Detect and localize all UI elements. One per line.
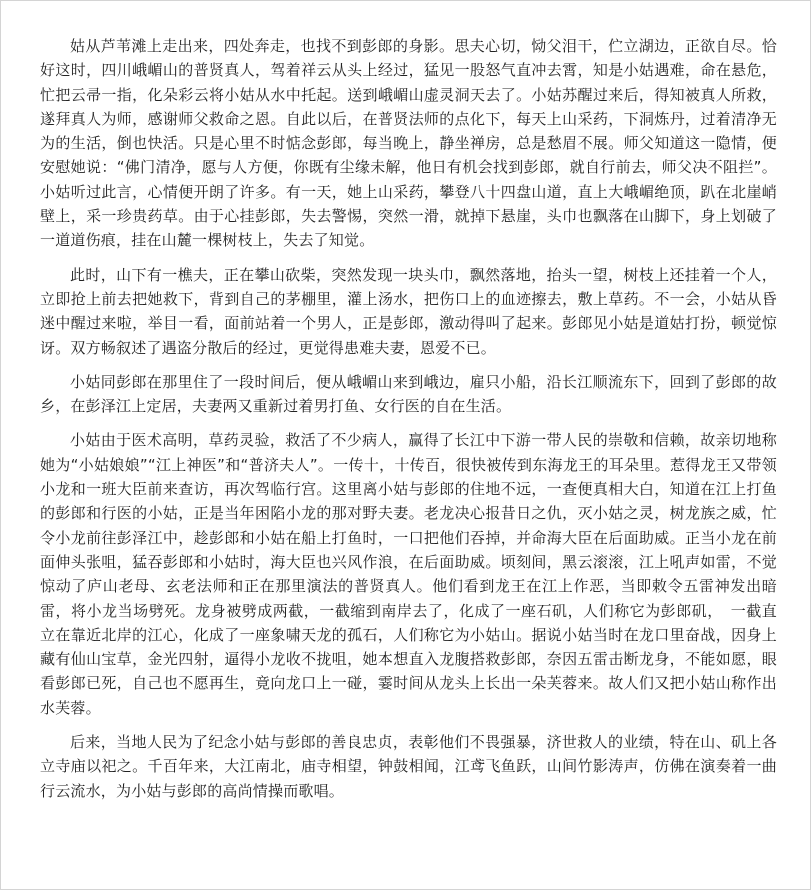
- paragraph-3: 小姑同彭郎在那里住了一段时间后，便从峨嵋山来到峨边，雇只小船，沿长江顺流东下，回到了彭郎的故乡，在彭泽江上定居，夫妻两又重新过着男打鱼、女行医的自在生活。: [40, 372, 777, 416]
- paragraph-2: 此时，山下有一樵夫，正在攀山砍柴，突然发现一块头巾，飘然落地，抬头一望，树枝上还挂着一个人，立即抢上前去把她救下，背到自己的茅棚里，灌上汤水，把伤口上的血迹擦去，敷上草药。不一会，小姑从昏迷中醒过来啦，举目一看，面前站着一个男人，正是彭郎，激动得叫了起来。彭郎见小姑是道姑打扮，顿觉惊讶。双方畅叙述了遇盗分散后的经过，更觉得患难夫妻，恩爱不已。: [40, 265, 777, 357]
- paragraph-5: 后来，当地人民为了纪念小姑与彭郎的善良忠贞，表彰他们不畏强暴，济世救人的业绩，特在山、矶上各立寺庙以祀之。千百年来，大江南北，庙寺相望，钟鼓相闻，江鸢飞鱼跃，山间竹影涛声，仿佛在演奏着一曲行云流水，为小姑与彭郎的高尚情操而歌唱。: [40, 733, 777, 800]
- paragraph-4: 小姑由于医术高明，草药灵验，救活了不少病人，赢得了长江中下游一带人民的崇敬和信赖，故亲切地称她为“小姑娘娘”“江上神医”和“普济夫人”。一传十，十传百，很快被传到东海龙王的耳朵里。惹得龙王又带领小龙和一班大臣前来查访，再次驾临行宫。这里离小姑与彭郎的住地不远，一查便真相大白，知道在江上打鱼的彭郎和行医的小姑，正是当年困陷小龙的那对野夫妻。老龙决心报昔日之仇，灭小姑之灵，树龙族之威，忙令小龙前往彭泽江中，趁彭郎和小姑在船上打鱼时，一口把他们吞掉，并命海大臣在后面助威。正当小龙在前面伸头张咀，猛吞彭郎和小姑时，海大臣也兴风作浪，在后面助威。顷刻间，黑云滚滚，江上吼声如雷，不觉惊动了庐山老母、玄老法师和正在那里演法的普贤真人。他们看到龙王在江上作恶，当即敕令五雷神发出暗雷，将小龙当场劈死。龙身被劈成两截，一截缩到南岸去了，化成了一座石矶，人们称它为彭郎矶， 一截直立在靠近北岸的江心，化成了一座象啸天龙的孤石，人们称它为小姑山。据说小姑当时在龙口里奋战，因身上藏有仙山宝草，金光四射，逼得小龙收不拢咀，她本想直入龙腹搭救彭郎，奈因五雷击断龙身，不能如愿，眼看彭郎已死，自己也不愿再生，竟向龙口上一碰，霎时间从龙头上长出一朵芙蓉来。故人们又把小姑山称作出水芙蓉。: [40, 431, 777, 717]
- document-body: [40, 34, 777, 813]
- paragraph-1: 姑从芦苇滩上走出来，四处奔走，也找不到彭郎的身影。思夫心切，恸父泪干，伫立湖边，正欲自尽。恰好这时，四川峨嵋山的普贤真人，驾着祥云从头上经过，猛见一股怒气直冲去霄，知是小姑遇难，命在悬危，忙把云帚一指，化朵彩云将小姑从水中托起。送到峨嵋山虚灵洞天去了。小姑苏醒过来后，得知被真人所救，遂拜真人为师，感谢师父救命之恩。自此以后，在普贤法师的点化下，每天上山采药，下洞炼丹，过着清净无为的生活，倒也快活。只是心里不时惦念彭郎，每当晚上，静坐禅房，总是愁眉不展。师父知道这一隐情，便安慰她说：“佛门清净，愿与人方便，你既有尘缘未解，他日有机会找到彭郎，就自行前去，师父决不阻拦”。小姑听过此言，心情便开朗了许多。有一天，她上山采药，攀登八十四盘山道，直上大峨嵋绝顶，趴在北崖峭壁上，采一珍贵药草。由于心挂彭郎，失去警惕，突然一滑，就掉下悬崖，头巾也飘落在山脚下，身上划破了一道道伤痕，挂在山麓一棵树枝上，失去了知觉。: [40, 37, 777, 250]
